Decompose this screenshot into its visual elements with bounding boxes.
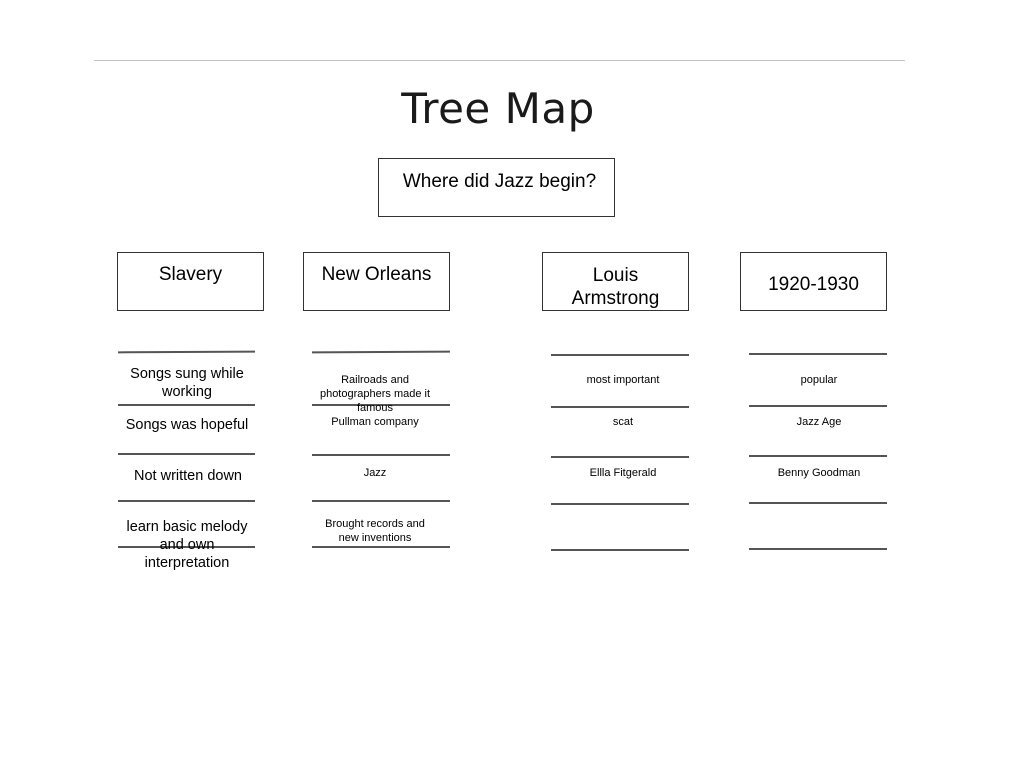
writing-line (551, 549, 689, 551)
writing-line (749, 405, 887, 407)
branch-label: Louis Armstrong (571, 265, 660, 309)
page-title: Tree Map (401, 84, 595, 133)
branch-item: scat (612, 416, 634, 428)
writing-line (312, 351, 450, 354)
branch-item: most important (586, 374, 660, 386)
writing-line (312, 500, 450, 502)
branch-box-louis-armstrong (542, 252, 689, 311)
branch-label: New Orleans (321, 264, 432, 285)
branch-box-slavery (117, 252, 264, 311)
branch-item: Jazz (363, 467, 387, 479)
branch-item: Songs was hopeful (125, 417, 249, 433)
branch-item: Songs sung while working (130, 366, 244, 400)
branch-item: popular (800, 374, 838, 386)
branch-box-new-orleans (303, 252, 450, 311)
writing-line (118, 351, 255, 354)
writing-line (749, 455, 887, 457)
branch-item: Jazz Age (796, 416, 842, 428)
branch-label: 1920-1930 (768, 274, 859, 295)
writing-line (118, 404, 255, 406)
writing-line (312, 546, 450, 548)
main-question-text: Where did Jazz begin? (402, 171, 597, 192)
branch-item: Ellla Fitgerald (589, 467, 657, 479)
writing-line (749, 353, 887, 355)
writing-line (312, 454, 450, 456)
main-question-box (378, 158, 615, 217)
branch-item: Pullman company (331, 416, 419, 428)
writing-line (551, 503, 689, 505)
branch-item: Brought records and new inventions (325, 518, 425, 544)
top-rule (94, 60, 905, 61)
writing-line (749, 548, 887, 550)
branch-item: Benny Goodman (777, 467, 861, 479)
branch-box-1920-1930 (740, 252, 887, 311)
writing-line (749, 502, 887, 504)
writing-line (551, 354, 689, 356)
branch-label: Slavery (158, 264, 223, 285)
branch-item: Railroads and photographers made it famous (319, 374, 431, 414)
writing-line (551, 456, 689, 458)
writing-line (551, 406, 689, 408)
writing-line (118, 500, 255, 502)
branch-item: Not written down (134, 468, 242, 484)
writing-line (118, 453, 255, 455)
branch-item: learn basic melody and own interpretation (126, 519, 248, 571)
